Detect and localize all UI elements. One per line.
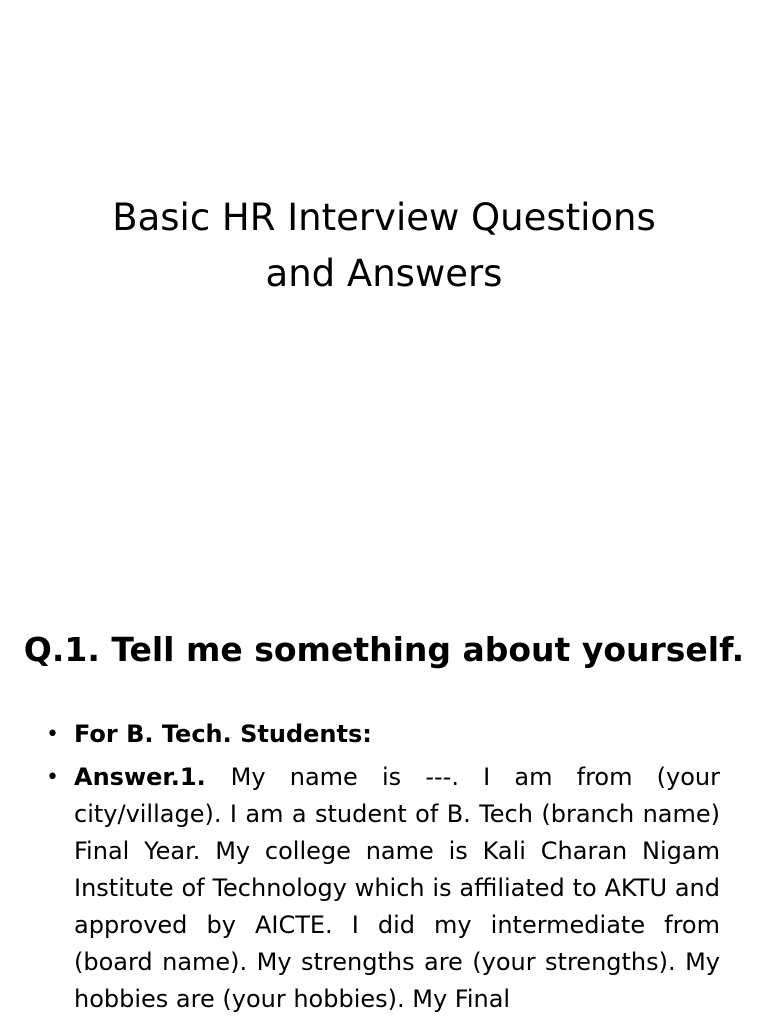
- list-item: [46, 759, 720, 1018]
- bullet-icon: •: [46, 765, 59, 790]
- title-line-2: and Answers: [265, 252, 503, 295]
- presentation-title: [40, 190, 728, 302]
- question-slide: [0, 576, 768, 1024]
- bullet-icon: •: [46, 722, 59, 747]
- answer-label: Answer.1.: [74, 763, 231, 791]
- student-category-label: For B. Tech. Students:: [74, 720, 372, 748]
- title-line-1: Basic HR Interview Questions: [112, 196, 656, 239]
- answer-text: My name is ---. I am from (your city/village). I am a student of B. Tech (branch name) Final Year. My college name is Kali Charan Nigam Institute of Technology which is affiliated to AKTU and approved by AICTE. I did my intermediate from (board name). My strengths are (your strengths). My hobbies are (your hobbies). My Final: [74, 763, 720, 1013]
- answer-bullet-list: [46, 716, 720, 1024]
- list-item: [46, 716, 720, 753]
- question-heading: Q.1. Tell me something about yourself.: [23, 630, 745, 669]
